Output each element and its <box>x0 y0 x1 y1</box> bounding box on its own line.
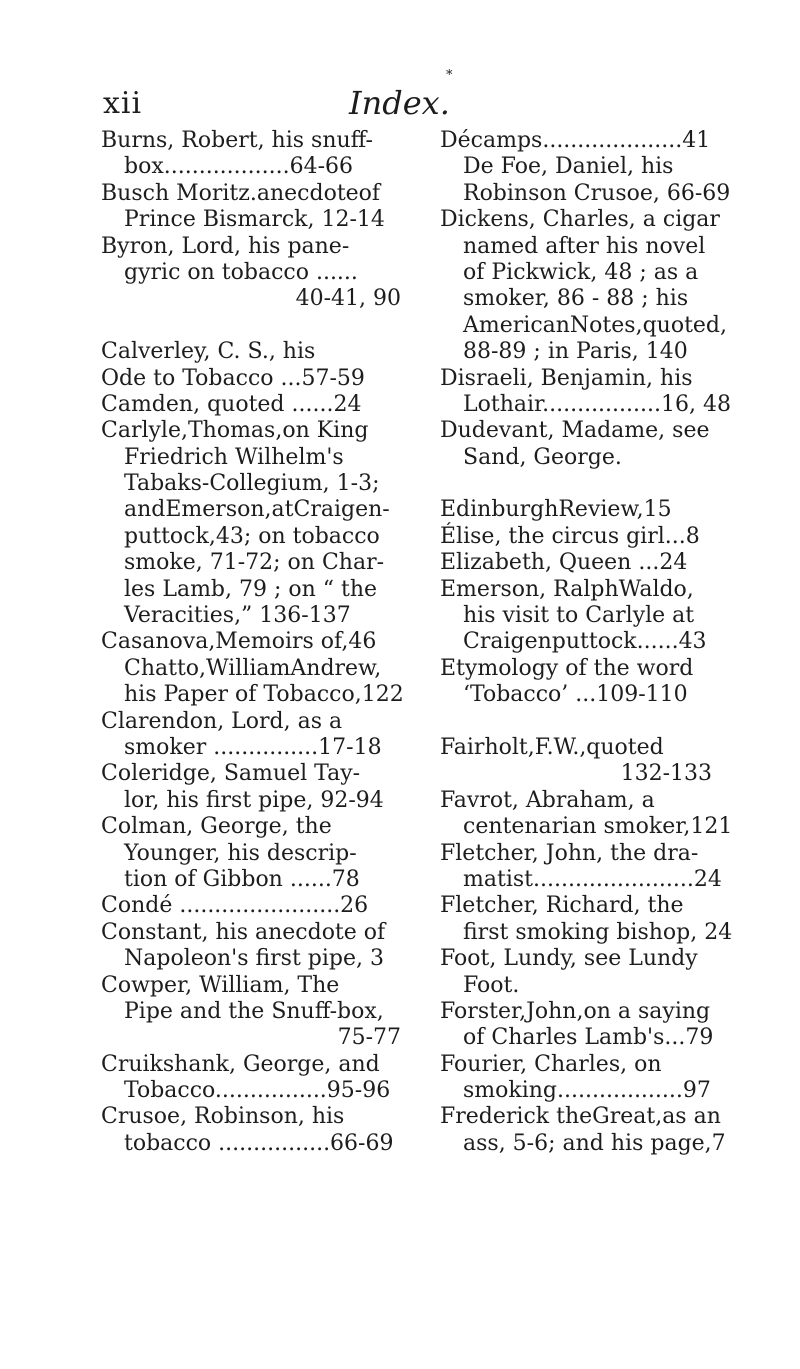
index-entry-line: Coleridge, Samuel Tay- <box>101 761 361 787</box>
section-gap <box>101 313 401 339</box>
index-entry-line: Constant, his anecdote of <box>101 919 386 945</box>
index-entry-line: 88-89 ; in Paris, 140 <box>463 339 688 365</box>
index-entry-line: Colman, George, the <box>101 814 332 840</box>
index-entry-line: 40-41, 90 <box>295 286 401 312</box>
index-entry-line: 132-133 <box>620 761 712 787</box>
index-entry-line: first smoking bishop, 24 <box>463 919 733 945</box>
index-entry-line: Younger, his descrip- <box>124 840 357 866</box>
index-column-right <box>440 128 733 1157</box>
index-entry-line: ‘Tobacco’ ...109-110 <box>463 682 688 708</box>
index-entry-line: Clarendon, Lord, as a <box>101 708 343 734</box>
index-entry-line: Casanova,Memoirs of,46 <box>101 629 377 655</box>
index-entry-line: of Pickwick, 48 ; as a <box>463 259 699 285</box>
index-entry-line: lor, his first pipe, 92-94 <box>124 787 384 813</box>
section-gap <box>440 471 712 497</box>
index-column-left <box>101 128 404 1157</box>
index-entry-line: Robinson Crusoe, 66-69 <box>463 180 731 206</box>
index-entry-line: Calverley, C. S., his <box>101 339 316 365</box>
page-number: xii <box>103 86 143 121</box>
index-entry-line: EdinburghReview,15 <box>440 497 672 523</box>
index-entry-line: matist.......................24 <box>463 866 722 892</box>
index-entry-line: les Lamb, 79 ; on “ the <box>124 576 378 602</box>
index-entry-line: andEmerson,atCraigen- <box>124 497 390 523</box>
index-entry-line: Foot, Lundy, see Lundy <box>440 946 698 972</box>
index-entry-line: Crusoe, Robinson, his <box>101 1104 345 1130</box>
index-entry-line: ass, 5-6; and his page,7 <box>463 1130 726 1156</box>
index-entry-line: Byron, Lord, his pane- <box>101 233 350 259</box>
index-entry-line: Cruikshank, George, and <box>101 1051 380 1077</box>
index-entry-line: Pipe and the Snuff-box, <box>124 998 384 1024</box>
index-entry-line: Fletcher, Richard, the <box>440 893 684 919</box>
index-entry-line: tion of Gibbon ......78 <box>124 866 360 892</box>
index-entry-line: Veracities,” 136-137 <box>124 603 351 629</box>
index-entry-line: smoker ...............17-18 <box>124 734 382 760</box>
index-entry-line: Fourier, Charles, on <box>440 1051 662 1077</box>
index-entry-line: Favrot, Abraham, a <box>440 787 655 813</box>
index-entry-line: his visit to Carlyle at <box>463 603 695 629</box>
index-entry-line: Friedrich Wilhelm's <box>124 444 344 470</box>
index-entry-line: De Foe, Daniel, his <box>463 154 674 180</box>
index-entry-line: Sand, George. <box>463 444 622 470</box>
index-entry-line: Forster,John,on a saying <box>440 998 711 1024</box>
index-entry-line: smoking..................97 <box>463 1078 711 1104</box>
index-entry-line: Foot. <box>463 972 520 998</box>
index-entry-line: Carlyle,Thomas,on King <box>101 418 369 444</box>
index-entry-line: AmericanNotes,quoted, <box>463 312 727 338</box>
page-title: Index. <box>349 84 450 122</box>
index-entry-line: Frederick theGreat,as an <box>440 1104 721 1130</box>
index-entry-line: Emerson, RalphWaldo, <box>440 576 694 602</box>
index-entry-line: Disraeli, Benjamin, his <box>440 365 693 391</box>
index-entry-line: his Paper of Tobacco,122 <box>124 682 404 708</box>
index-entry-line: Chatto,WilliamAndrew, <box>124 655 382 681</box>
index-entry-line: smoke, 71-72; on Char- <box>124 550 385 576</box>
index-entry-line: tobacco ................66-69 <box>124 1130 394 1156</box>
index-entry-line: box..................64-66 <box>124 154 354 180</box>
index-entry-line: Décamps....................41 <box>440 128 711 153</box>
index-entry-line: Etymology of the word <box>440 655 694 681</box>
index-entry-line: Burns, Robert, his snuff- <box>101 128 373 153</box>
section-gap <box>440 709 712 735</box>
index-entry-line: of Charles Lamb's...79 <box>463 1025 714 1051</box>
index-entry-line: Cowper, William, The <box>101 972 340 998</box>
asterisk-mark: * <box>446 68 453 83</box>
index-entry-line: smoker, 86 - 88 ; his <box>463 286 689 312</box>
index-entry-line: named after his novel <box>463 233 706 259</box>
index-entry-line: Fletcher, John, the dra- <box>440 840 699 866</box>
index-entry-line: Fairholt,F.W.,quoted <box>440 734 664 760</box>
index-entry-line: Napoleon's first pipe, 3 <box>124 946 385 972</box>
index-entry-line: Tobacco................95-96 <box>124 1078 391 1104</box>
index-entry-line: Élise, the circus girl...8 <box>440 523 700 549</box>
index-entry-line: Camden, quoted ......24 <box>101 391 362 417</box>
index-entry-line: puttock,43; on tobacco <box>124 523 380 549</box>
index-entry-line: Ode to Tobacco ...57-59 <box>101 365 365 391</box>
index-entry-line: Tabaks-Collegium, 1-3; <box>124 471 380 497</box>
index-entry-line: Dickens, Charles, a cigar <box>440 207 720 233</box>
index-entry-line: Lothair.................16, 48 <box>463 391 731 417</box>
index-entry-line: Elizabeth, Queen ...24 <box>440 550 688 576</box>
index-entry-line: Dudevant, Madame, see <box>440 418 710 444</box>
index-entry-line: centenarian smoker,121 <box>463 814 733 840</box>
index-entry-line: Condé .......................26 <box>101 893 369 919</box>
index-entry-line: Craigenputtock......43 <box>463 629 707 655</box>
index-entry-line: gyric on tobacco ...... <box>124 259 358 285</box>
index-entry-line: Prince Bismarck, 12-14 <box>124 207 385 233</box>
index-entry-line: 75-77 <box>337 1025 401 1051</box>
index-entry-line: Busch Moritz.anecdoteof <box>101 180 381 206</box>
